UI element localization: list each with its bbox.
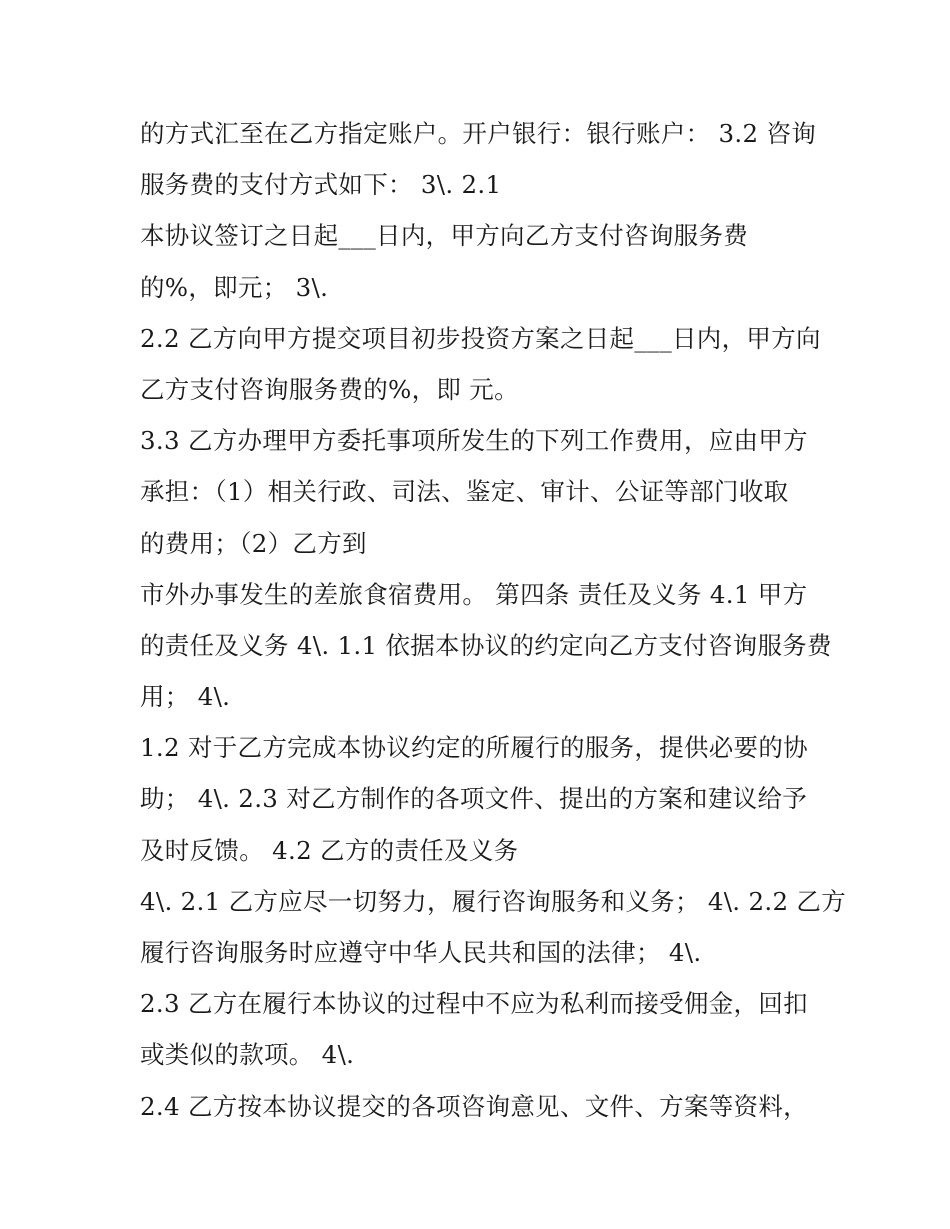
text-line: 2.2 乙方向甲方提交项目初步投资方案之日起___日内，甲方向	[140, 323, 821, 353]
text-line: 服务费的支付方式如下： 3\. 2.1	[140, 170, 502, 200]
text-line: 1.2 对于乙方完成本协议约定的所履行的服务，提供必要的协	[140, 733, 808, 763]
text-line: 的费用；（2）乙方到	[140, 528, 367, 558]
text-line: 本协议签订之日起___日内，甲方向乙方支付咨询服务费	[140, 221, 749, 251]
text-line: 承担：（1）相关行政、司法、鉴定、审计、公证等部门收取	[140, 477, 789, 507]
text-line: 2.4 乙方按本协议提交的各项咨询意见、文件、方案等资料，	[140, 1091, 808, 1121]
document-body	[140, 108, 847, 1132]
text-line: 的责任及义务 4\. 1.1 依据本协议的约定向乙方支付咨询服务费	[140, 630, 832, 660]
text-line: 4\. 2.1 乙方应尽一切努力，履行咨询服务和义务； 4\. 2.2 乙方	[140, 886, 847, 916]
text-line: 及时反馈。 4.2 乙方的责任及义务	[140, 835, 519, 865]
text-line: 的%，即元； 3\.	[140, 272, 329, 302]
text-line: 乙方支付咨询服务费的%，即 元。	[140, 374, 519, 404]
text-line: 或类似的款项。 4\.	[140, 1040, 355, 1070]
text-line: 市外办事发生的差旅食宿费用。 第四条 责任及义务 4.1 甲方	[140, 579, 808, 609]
text-line: 履行咨询服务时应遵守中华人民共和国的法律； 4\.	[140, 938, 702, 967]
text-line: 2.3 乙方在履行本协议的过程中不应为私利而接受佣金，回扣	[140, 989, 808, 1019]
text-line: 用； 4\.	[140, 682, 231, 712]
text-line: 的方式汇至在乙方指定账户。开户银行：银行账户： 3.2 咨询	[140, 119, 817, 148]
text-line: 助； 4\. 2.3 对乙方制作的各项文件、提出的方案和建议给予	[140, 784, 808, 814]
text-line: 3.3 乙方办理甲方委托事项所发生的下列工作费用，应由甲方	[140, 426, 808, 456]
